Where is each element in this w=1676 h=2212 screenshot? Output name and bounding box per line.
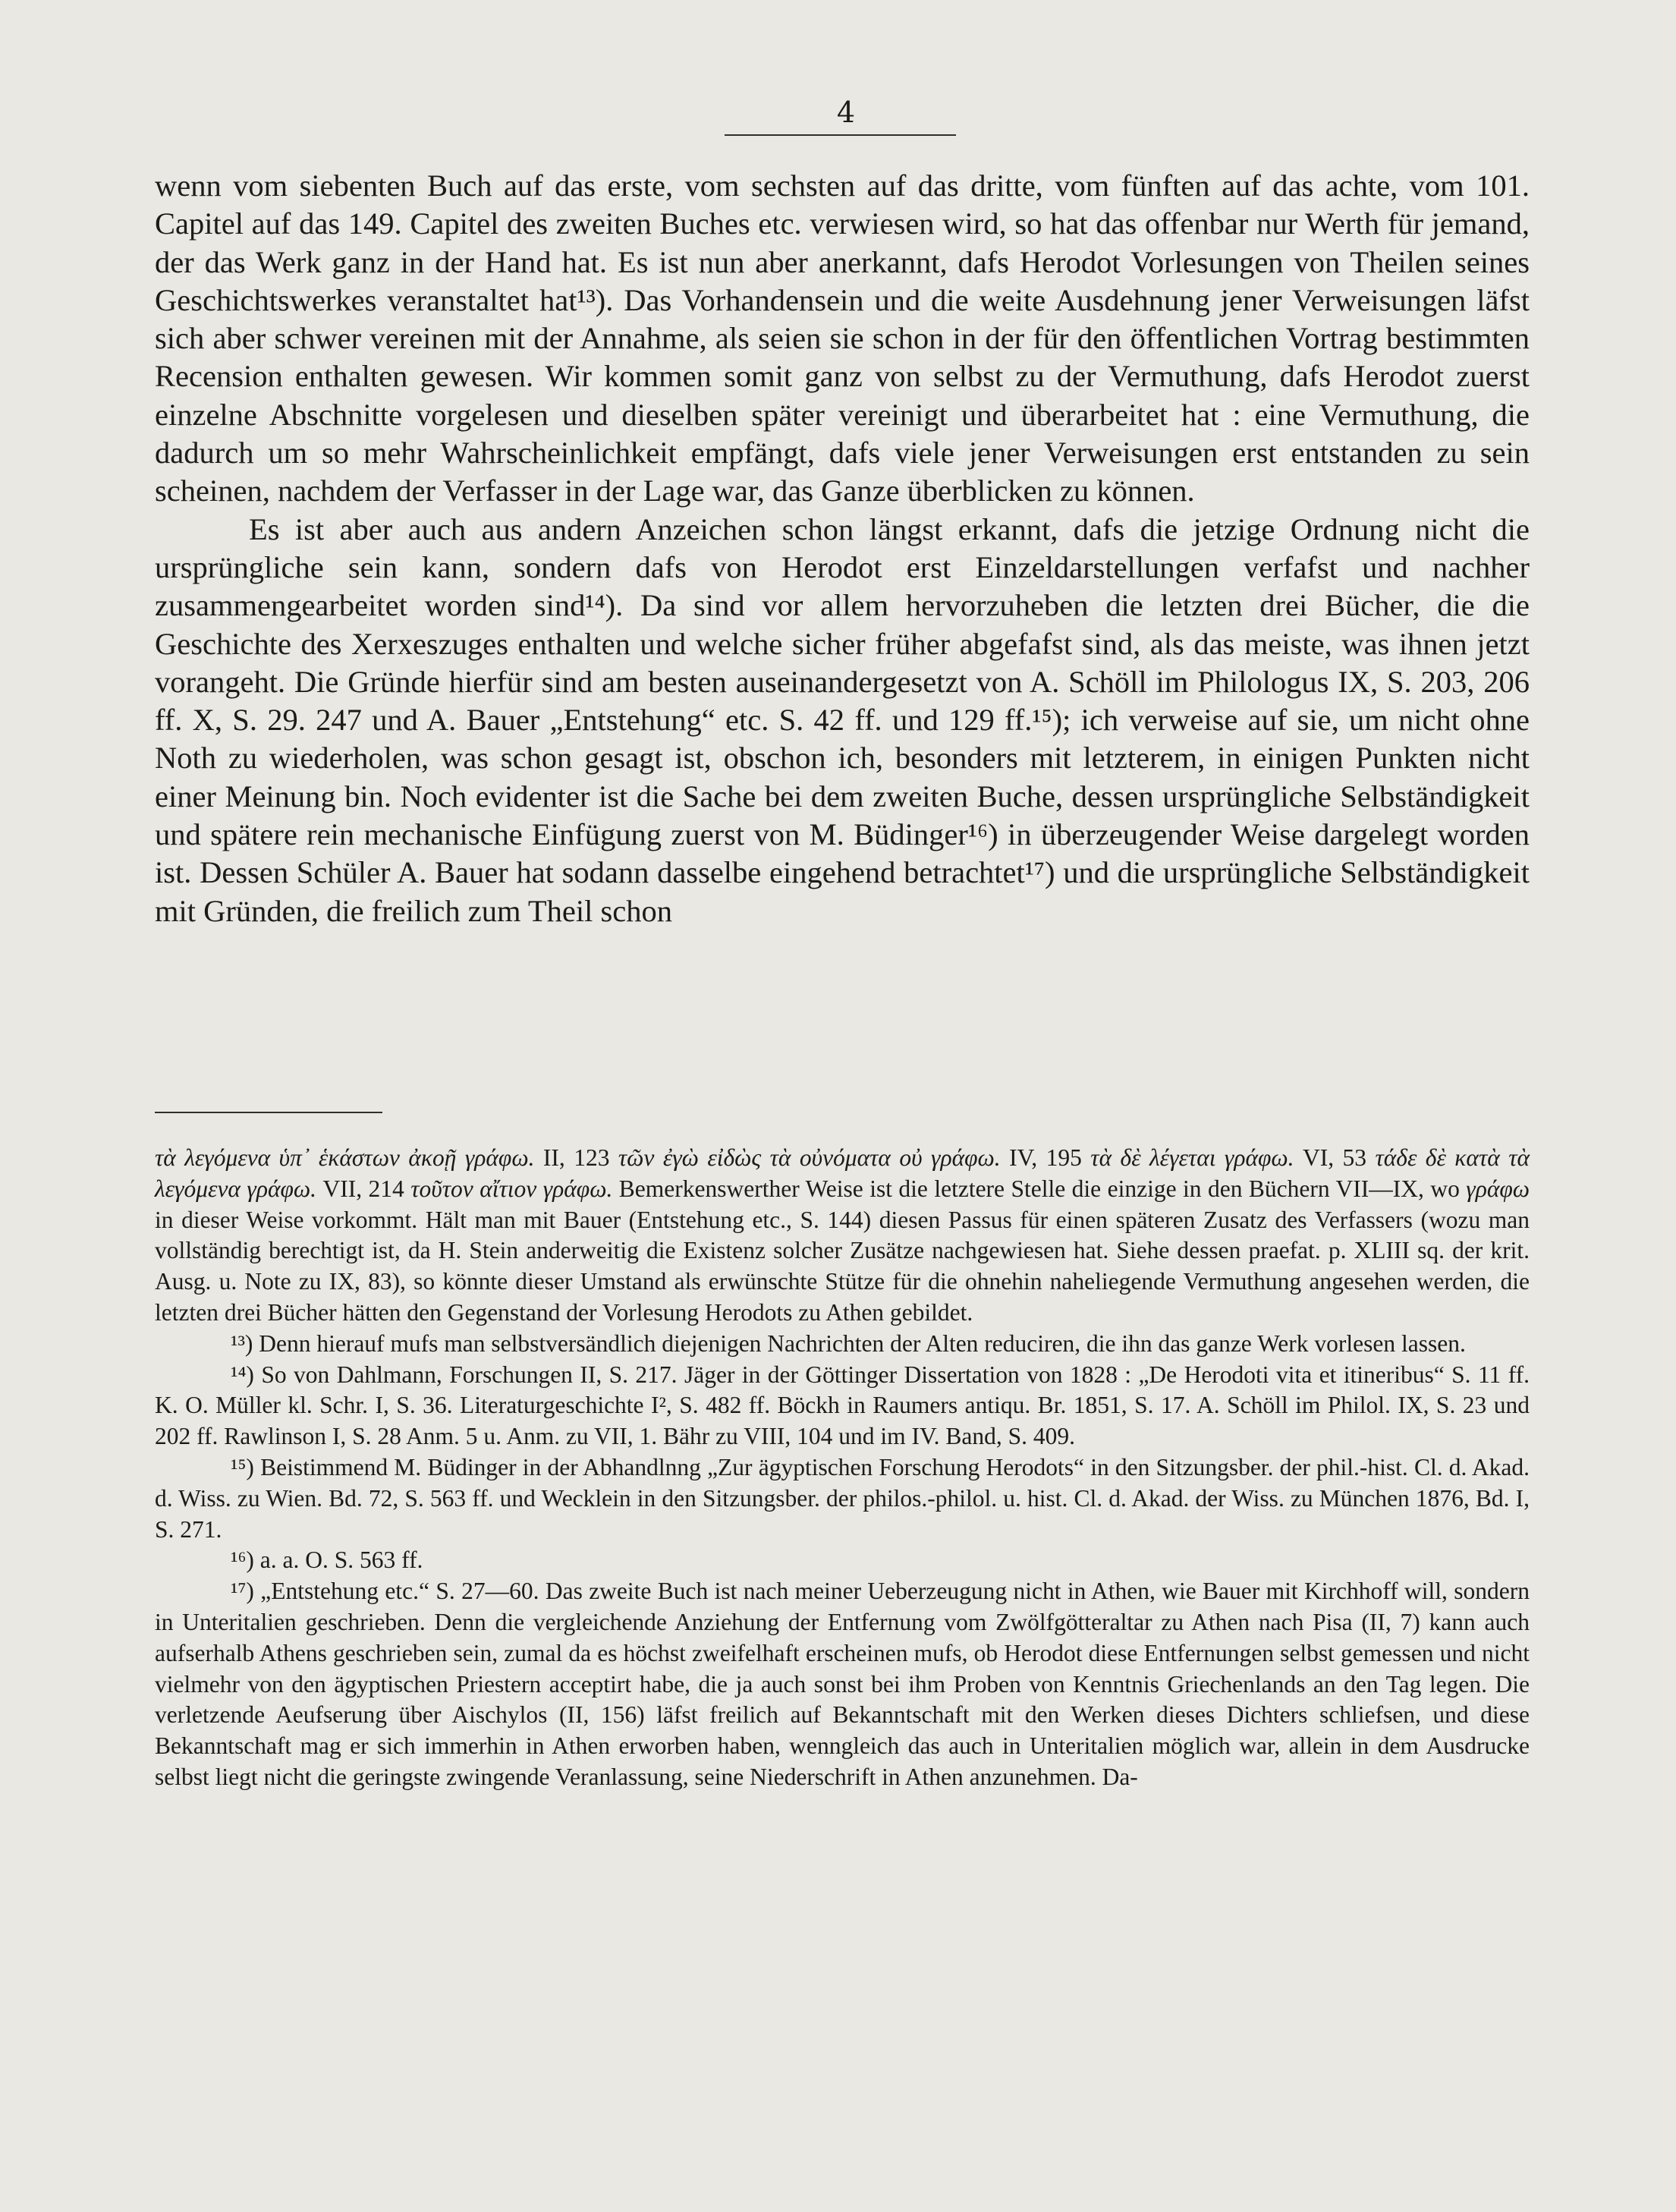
greek-quote-6: γράφω: [1466, 1175, 1530, 1202]
greek-quote-1: τὰ λεγόμενα ὑπ᾽ ἑκάστων ἀκοῇ γράφω.: [155, 1144, 535, 1171]
footnote-13: ¹³) Denn hierauf mufs man selbstversändlich diejenigen Nachrichten der Alten reduciren, die ihn das ganze Werk vorlesen lassen.: [231, 1329, 1466, 1357]
greek-quote-2: τῶν ἐγὼ εἰδὼς τὰ οὐνόματα οὐ γράφω.: [618, 1144, 1001, 1171]
footnotes: [155, 1143, 1530, 1793]
footnote-17: ¹⁷) „Entstehung etc.“ S. 27—60. Das zweite Buch ist nach meiner Ueberzeugung nicht in Athen, wie Bauer mit Kirchhoff will, sondern in Unteritalien geschrieben. Denn die vergleichende Anziehung der Entfernung vom Zwölfgötteraltar zu Athen nach Pisa (II, 7) kann auch aufserhalb Athens geschrieben sein, zumal da es höchst zweifelhaft erscheinen mufs, ob Herodot diese Entfernungen selbst gemessen und nicht vielmehr von den ägyptischen Priestern acceptirt habe, die ja auch sonst bei ihm Proben von Kenntnis Griechenlands an den Tag legen. Die verletzende Aeufserung über Aischylos (II, 156) läfst freilich auf Bekanntschaft mit den Werken dieses Dichters schliefsen, und diese Bekanntschaft mag er sich immerhin in Athen erworben haben, wenngleich das auch in Unteritalien möglich war, allein in dem Ausdrucke selbst liegt nicht die geringste zwingende Veranlassung, seine Niederschrift in Athen anzunehmen. Da-: [155, 1578, 1530, 1790]
header-rule: [725, 134, 956, 136]
footnote-14: ¹⁴) So von Dahlmann, Forschungen II, S. 217. Jäger in der Göttinger Dissertation von 1828 : „De Herodoti vita et itineribus“ S. 11 ff. K. O. Müller kl. Schr. I, S. 36. Literaturgeschichte I², S. 482 ff. Böckh in Raumers antiqu. Br. 1851, S. 17. A. Schöll im Philol. IX, S. 23 und 202 ff. Rawlinson I, S. 28 Anm. 5 u. Anm. zu VII, 1. Bähr zu VIII, 104 und im IV. Band, S. 409.: [155, 1361, 1530, 1450]
greek-quote-3: τὰ δὲ λέγεται γράφω.: [1090, 1144, 1294, 1171]
main-paragraph-1: wenn vom siebenten Buch auf das erste, vom sechsten auf das dritte, vom fünften auf das achte, vom 101. Capitel auf das 149. Capitel des zweiten Buches etc. verwiesen wird, so hat das offenbar nur Werth für jemand, der das Werk ganz in der Hand hat. Es ist nun aber anerkannt, dafs Herodot Vorlesungen von Theilen seines Geschichtswerkes veranstaltet hat¹³). Das Vorhandensein und die weite Ausdehnung jener Verweisungen läfst sich aber schwer vereinen mit der Annahme, als seien sie schon in der für den öffentlichen Vortrag bestimmten Recension enthalten gewesen. Wir kommen somit ganz von selbst zu der Vermuthung, dafs Herodot zuerst einzelne Abschnitte vorgelesen und dieselben später vereinigt und überarbeitet hat : eine Vermuthung, die dadurch um so mehr Wahrscheinlichkeit empfängt, dafs viele jener Verweisungen erst entstanden zu sein scheinen, nachdem der Verfasser in der Lage war, das Ganze überblicken zu können.: [155, 168, 1530, 508]
footnote-15: ¹⁵) Beistimmend M. Büdinger in der Abhandlnng „Zur ägyptischen Forschung Herodots“ in den Sitzungsber. der phil.-hist. Cl. d. Akad. d. Wiss. zu Wien. Bd. 72, S. 563 ff. und Wecklein in den Sitzungsber. der philos.-philol. u. hist. Cl. d. Akad. der Wiss. zu München 1876, Bd. I, S. 271.: [155, 1453, 1530, 1543]
footnote-16: ¹⁶) a. a. O. S. 563 ff.: [231, 1547, 423, 1574]
main-text: [155, 167, 1530, 930]
footnote-text-1: II, 123: [534, 1144, 618, 1171]
footnote-continuation: [155, 1143, 1530, 1329]
footnote-text-6: in dieser Weise vorkommt. Hält man mit Bauer (Entstehung etc., S. 144) diesen Passus für einen späteren Zusatz des Verfassers (wozu man vollständig berechtigt ist, da H. Stein anderweitig die Existenz solcher Zusätze nachgewiesen hat. Siehe dessen praefat. p. XLIII sq. der krit. Ausg. u. Note zu IX, 83), so könnte dieser Umstand als erwünschte Stütze für die ohnehin naheliegende Vermuthung angesehen werden, die letzten drei Bücher hätten den Gegenstand der Vorlesung Herodots zu Athen gebildet.: [155, 1206, 1530, 1326]
footnote-text-3: VI, 53: [1294, 1144, 1376, 1171]
footnote-text-5: Bemerkenswerther Weise ist die letztere Stelle die einzige in den Büchern VII—IX, wo: [612, 1175, 1467, 1202]
footnote-text-2: IV, 195: [1000, 1144, 1091, 1171]
page-number: 4: [836, 96, 856, 129]
footnote-rule: [155, 1112, 382, 1113]
main-paragraph-2: Es ist aber auch aus andern Anzeichen schon längst erkannt, dafs die jetzige Ordnung nicht die ursprüngliche sein kann, sondern dafs von Herodot erst Einzeldarstellungen verfafst und nachher zusammengearbeitet worden sind¹⁴). Da sind vor allem hervorzuheben die letzten drei Bücher, die die Geschichte des Xerxeszuges enthalten und welche sicher früher abgefafst sind, als das meiste, was ihnen jetzt vorangeht. Die Gründe hierfür sind am besten auseinandergesetzt von A. Schöll im Philologus IX, S. 203, 206 ff. X, S. 29. 247 und A. Bauer „Entstehung“ etc. S. 42 ff. und 129 ff.¹⁵); ich verweise auf sie, um nicht ohne Noth zu wiederholen, was schon gesagt ist, obschon ich, besonders mit letzterem, in einigen Punkten nicht einer Meinung bin. Noch evidenter ist die Sache bei dem zweiten Buche, dessen ursprüngliche Selbständigkeit und spätere rein mechanische Einfügung zuerst von M. Büdinger¹⁶) in überzeugender Weise dargelegt worden ist. Dessen Schüler A. Bauer hat sodann dasselbe eingehend betrachtet¹⁷) und die ursprüngliche Selbständigkeit mit Gründen, die freilich zum Theil schon: [155, 511, 1530, 928]
footnote-text-4: VII, 214: [316, 1175, 411, 1202]
greek-quote-4: τάδε δὲ κατὰ τὰ λεγόμενα γράφω.: [155, 1144, 1530, 1202]
greek-quote-5: τοῦτον αἴτιον γράφω.: [410, 1175, 613, 1202]
